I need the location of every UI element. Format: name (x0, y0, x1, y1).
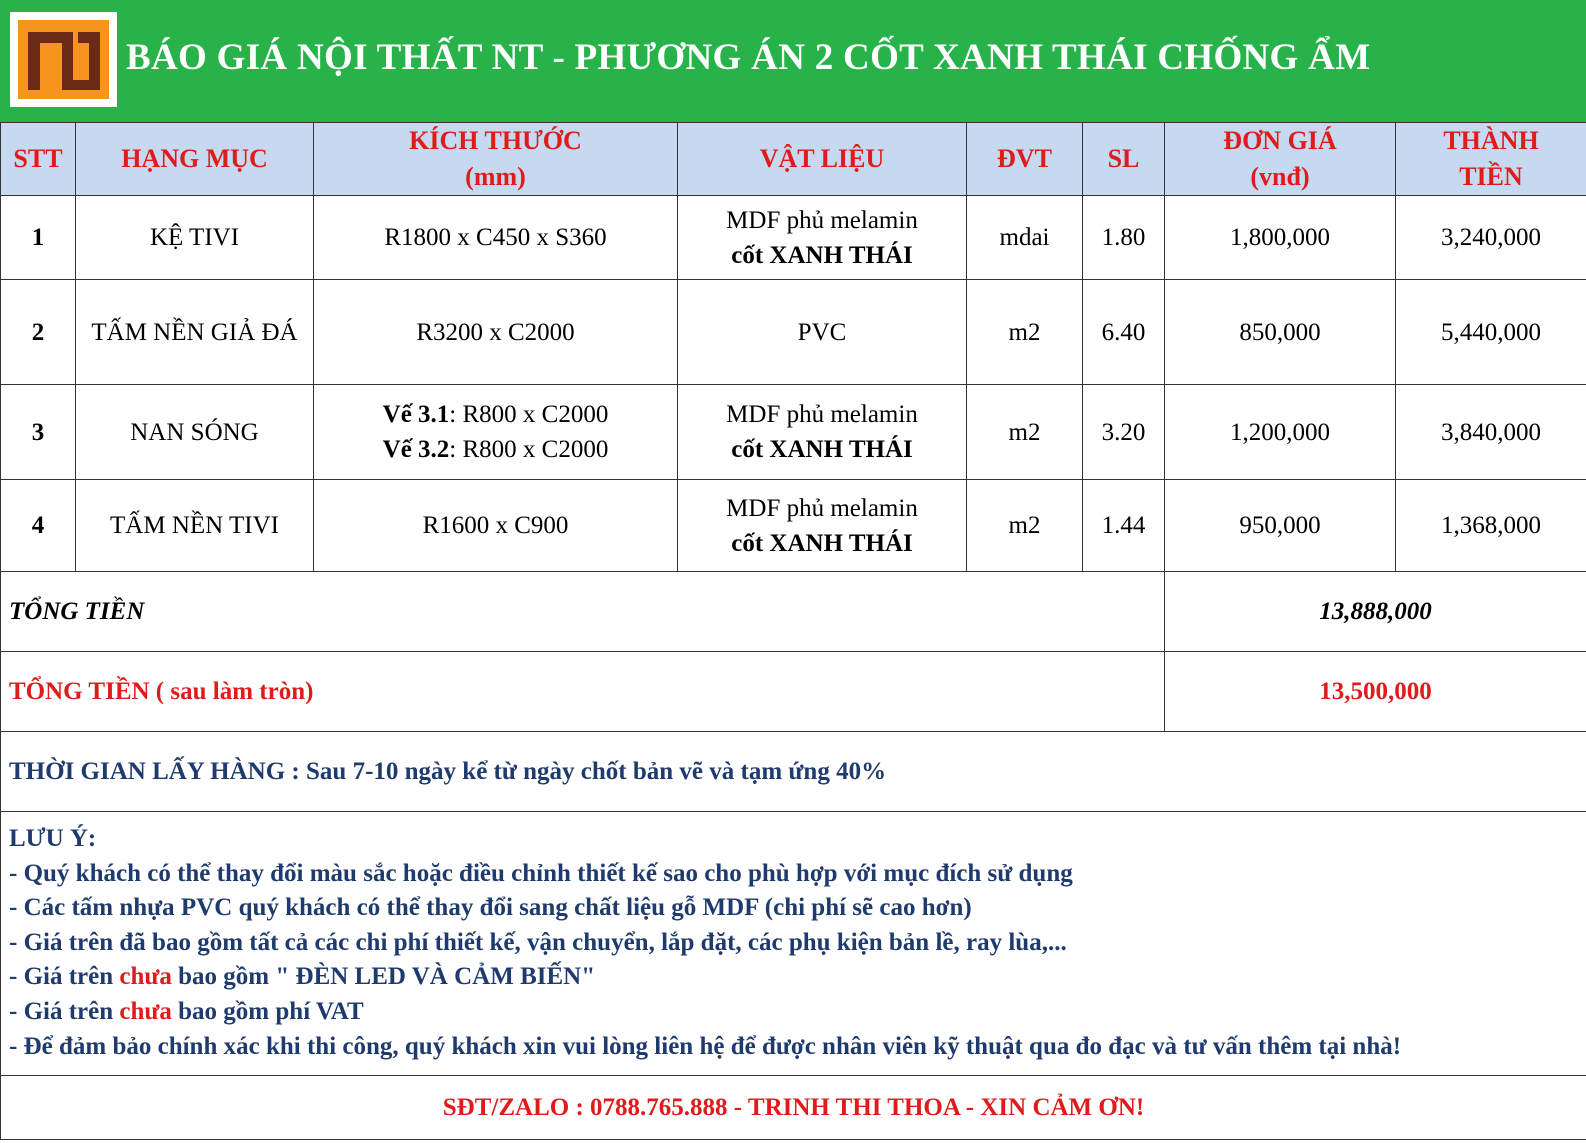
title-banner (0, 0, 1586, 122)
column-header-row (1, 123, 1586, 196)
col-price-line1: ĐƠN GIÁ (1223, 126, 1337, 155)
note-line: - Để đảm bảo chính xác khi thi công, quý khách xin vui lòng liên hệ để được nhân viên kỹ thuật qua đo đạc và tư vấn thêm tại nhà! (9, 1032, 1402, 1060)
row-price: 850,000 (1165, 280, 1396, 385)
rounded-total-row (1, 652, 1586, 732)
col-category: HẠNG MỤC (76, 123, 314, 196)
row-category: TẤM NỀN TIVI (76, 480, 314, 572)
lead-time-text: THỜI GIAN LẤY HÀNG : Sau 7-10 ngày kể từ ngày chốt bản vẽ và tạm ứng 40% (1, 732, 1586, 812)
note-line4-pre: - Giá trên (9, 963, 120, 991)
table-row (1, 480, 1586, 572)
col-stt: STT (1, 123, 76, 196)
size-part-b-label: Vế 3.2 (382, 436, 450, 463)
material-line2: cốt XANH THÁI (731, 241, 913, 269)
row-qty: 3.20 (1083, 385, 1165, 480)
material-line2: cốt XANH THÁI (731, 436, 913, 463)
col-total-line1: THÀNH (1443, 126, 1539, 155)
row-size (314, 385, 678, 480)
logo-nt-icon (18, 20, 109, 99)
page-title: BÁO GIÁ NỘI THẤT NT - PHƯƠNG ÁN 2 CỐT XANH THÁI CHỐNG ẨM (126, 37, 1371, 78)
row-total: 5,440,000 (1396, 280, 1586, 385)
row-price: 950,000 (1165, 480, 1396, 572)
row-qty: 1.80 (1083, 196, 1165, 280)
col-unit: ĐVT (967, 123, 1083, 196)
row-unit: m2 (967, 480, 1083, 572)
row-material (678, 480, 967, 572)
row-unit: mdai (967, 196, 1083, 280)
col-qty: SL (1083, 123, 1165, 196)
col-price (1165, 123, 1396, 196)
contact-footer: SĐT/ZALO : 0788.765.888 - TRINH THI THOA - XIN CẢM ƠN! (1, 1076, 1586, 1140)
note-line5-post: bao gồm phí VAT (171, 997, 364, 1025)
lead-time-row (1, 732, 1586, 812)
row-size: R3200 x C2000 (314, 280, 678, 385)
material-line1: MDF phủ melamin (726, 206, 918, 234)
total-value: 13,888,000 (1165, 572, 1586, 652)
note-line4-highlight: chưa (119, 963, 172, 991)
table-row (1, 280, 1586, 385)
table-row (1, 385, 1586, 480)
note-line5-highlight: chưa (119, 997, 172, 1025)
total-label: TỔNG TIỀN (1, 572, 1165, 652)
rounded-total-value: 13,500,000 (1165, 652, 1586, 732)
company-logo (10, 12, 117, 107)
row-stt: 2 (1, 280, 76, 385)
note-line (9, 960, 1578, 995)
note-line5-pre: - Giá trên (9, 997, 120, 1025)
material-line1: MDF phủ melamin (726, 401, 918, 428)
row-size: R1600 x C900 (314, 480, 678, 572)
col-price-line2: (vnđ) (1250, 162, 1310, 191)
row-stt: 4 (1, 480, 76, 572)
note-line: - Các tấm nhựa PVC quý khách có thể thay đổi sang chất liệu gỗ MDF (chi phí sẽ cao hơn) (9, 894, 972, 922)
size-part-b-value: : R800 x C2000 (449, 436, 609, 463)
col-total (1396, 123, 1586, 196)
note-line4-post: bao gồm " ĐÈN LED VÀ CẢM BIẾN" (171, 963, 596, 991)
row-unit: m2 (967, 280, 1083, 385)
row-category: TẤM NỀN GIẢ ĐÁ (76, 280, 314, 385)
quotation-table (0, 122, 1586, 1140)
row-stt: 1 (1, 196, 76, 280)
notes-heading: LƯU Ý: (9, 825, 97, 852)
row-total: 3,840,000 (1396, 385, 1586, 480)
row-qty: 1.44 (1083, 480, 1165, 572)
size-part-b (314, 432, 677, 467)
notes-row (1, 812, 1586, 1076)
col-total-line2: TIỀN (1459, 162, 1523, 191)
note-line: - Quý khách có thể thay đổi màu sắc hoặc điều chỉnh thiết kế sao cho phù hợp với mục đích sử dụng (9, 859, 1073, 887)
row-category: KỆ TIVI (76, 196, 314, 280)
material-line2: cốt XANH THÁI (731, 529, 913, 557)
row-stt: 3 (1, 385, 76, 480)
row-price: 1,200,000 (1165, 385, 1396, 480)
table-row (1, 196, 1586, 280)
size-part-a-value: : R800 x C2000 (449, 401, 609, 428)
total-row (1, 572, 1586, 652)
note-line: - Giá trên đã bao gồm tất cả các chi phí thiết kế, vận chuyển, lắp đặt, các phụ kiện bản lề, ray lùa,... (9, 928, 1067, 956)
row-price: 1,800,000 (1165, 196, 1396, 280)
row-category: NAN SÓNG (76, 385, 314, 480)
rounded-total-label: TỔNG TIỀN ( sau làm tròn) (1, 652, 1165, 732)
note-line (9, 995, 1578, 1030)
col-material: VẬT LIỆU (678, 123, 967, 196)
row-unit: m2 (967, 385, 1083, 480)
row-total: 3,240,000 (1396, 196, 1586, 280)
col-size-line1: KÍCH THƯỚC (409, 126, 582, 155)
footer-row (1, 1076, 1586, 1140)
size-part-a-label: Vế 3.1 (382, 401, 450, 428)
row-qty: 6.40 (1083, 280, 1165, 385)
row-material: PVC (678, 280, 967, 385)
row-material (678, 385, 967, 480)
row-total: 1,368,000 (1396, 480, 1586, 572)
material-line1: MDF phủ melamin (726, 494, 918, 522)
col-size (314, 123, 678, 196)
size-part-a (314, 397, 677, 432)
row-material (678, 196, 967, 280)
col-size-line2: (mm) (465, 162, 526, 191)
row-size: R1800 x C450 x S360 (314, 196, 678, 280)
notes-block (1, 812, 1586, 1076)
